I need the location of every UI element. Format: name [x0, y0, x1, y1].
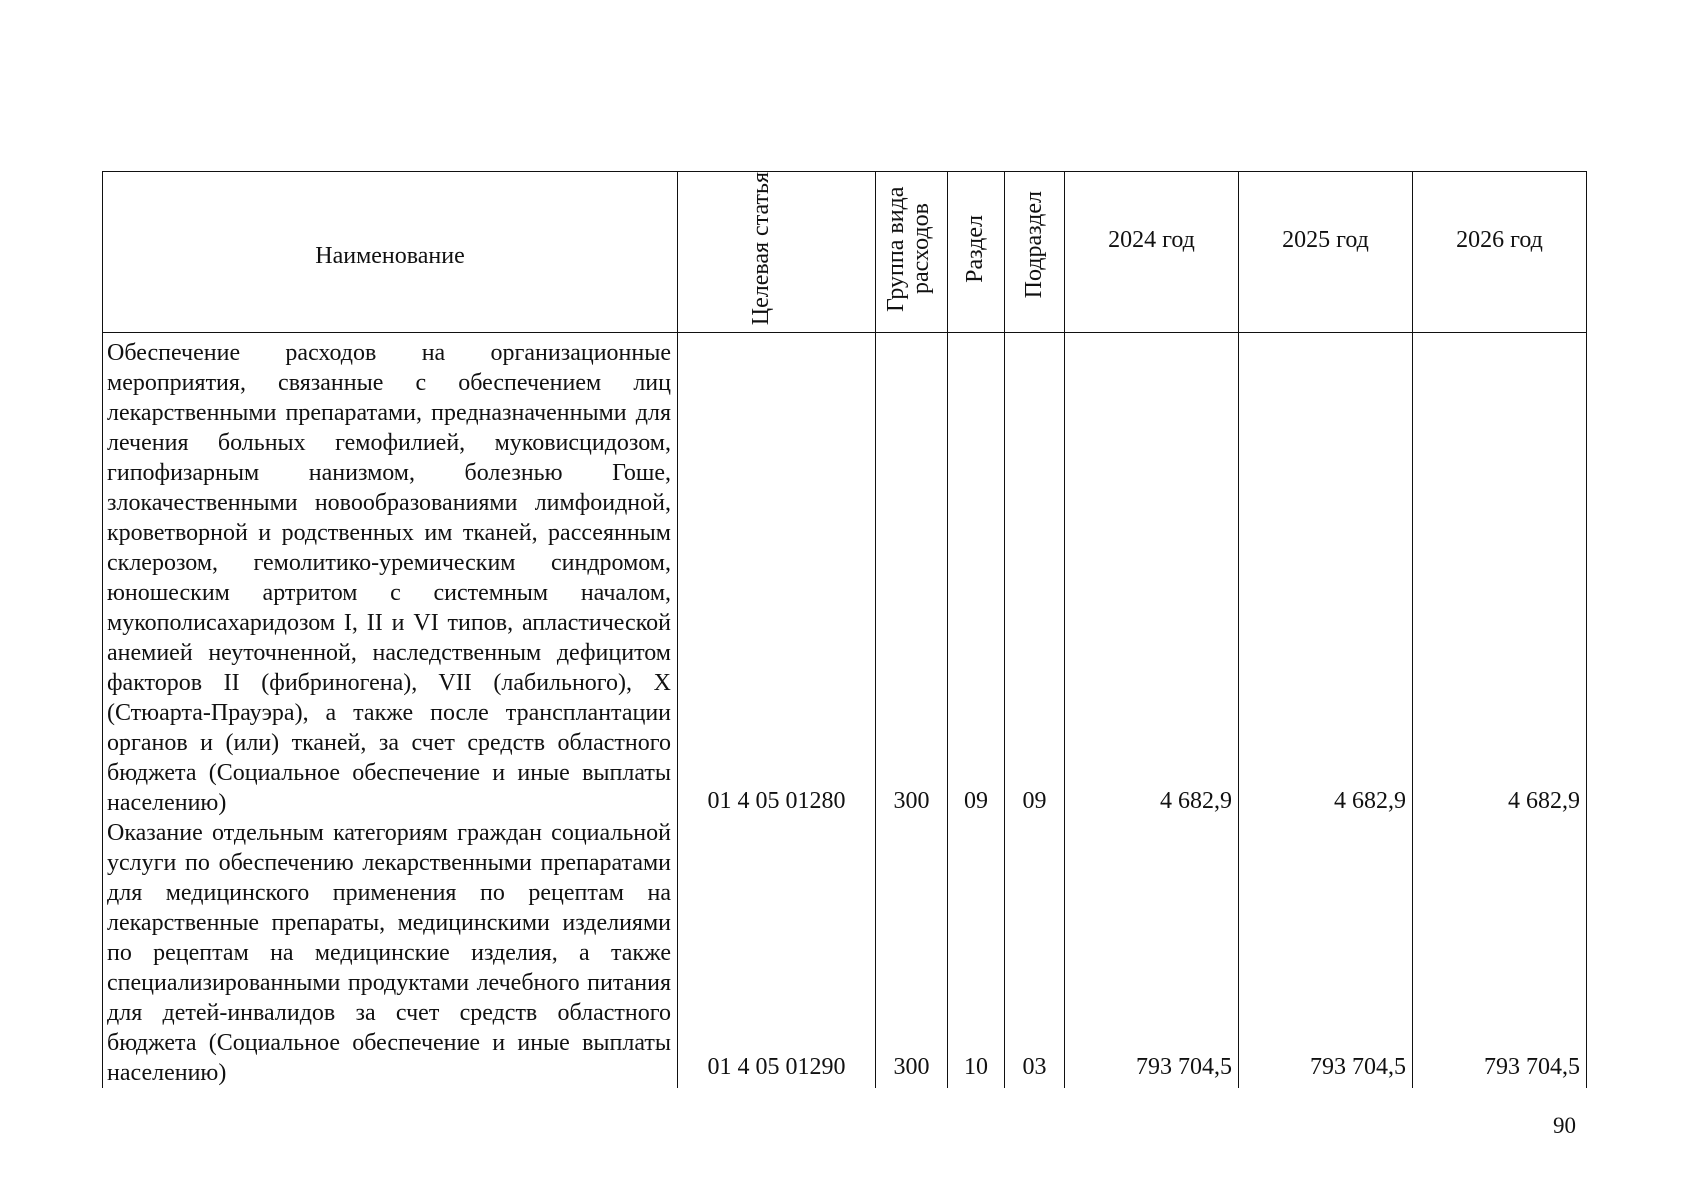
row-section-value: 10 — [964, 1054, 988, 1081]
table-row — [103, 818, 1587, 1088]
row-target-article-value: 01 4 05 01290 — [707, 1054, 846, 1081]
row-2024 — [1065, 818, 1239, 1088]
header-section-label: Раздел — [962, 215, 989, 283]
row-target-article — [678, 333, 876, 819]
row-section — [948, 333, 1005, 819]
header-section — [948, 172, 1005, 333]
row-2026-value: 793 704,5 — [1484, 1054, 1580, 1081]
page-number: 90 — [1553, 1113, 1576, 1138]
header-2026-label: 2026 год — [1456, 227, 1543, 253]
row-2024 — [1065, 333, 1239, 819]
row-section — [948, 818, 1005, 1088]
row-target-article-value: 01 4 05 01280 — [707, 788, 846, 815]
row-2024-value: 4 682,9 — [1160, 788, 1232, 815]
row-2025-value: 793 704,5 — [1310, 1054, 1406, 1081]
budget-table — [102, 171, 1587, 1088]
header-2024 — [1065, 172, 1239, 333]
row-subsection-value: 09 — [1022, 788, 1047, 815]
header-2024-label: 2024 год — [1108, 227, 1195, 253]
row-name: Оказание отдельным категориям граждан социальной услуги по обеспечению лекарственными препаратами для медицинского применения по рецептам на лекарственные препараты, медицинскими изделиями по рецептам на медицинские изделия, а также специализированными продуктами лечебного питания для детей-инвалидов за счет средств областного бюджета (Социальное обеспечение и иные выплаты населению) — [103, 818, 678, 1088]
row-2025-value: 4 682,9 — [1334, 788, 1406, 815]
row-expense-group — [876, 333, 948, 819]
table-row — [103, 333, 1587, 819]
header-subsection — [1005, 172, 1065, 333]
row-2024-value: 793 704,5 — [1136, 1054, 1232, 1081]
row-2026 — [1413, 818, 1587, 1088]
row-2025 — [1239, 818, 1413, 1088]
row-name: Обеспечение расходов на организационные мероприятия, связанные с обеспечением лиц лекарственными препаратами, предназначенными для лечения больных гемофилией, муковисцидозом, гипофизарным нанизмом, болезнью Гоше, злокачественными новообразованиями лимфоидной, кроветворной и родственных им тканей, рассеянным склерозом, гемолитико-уремическим синдромом, юношеским артритом с системным началом, мукополисахаридозом I, II и VI типов, апластической анемией неуточненной, наследственным дефицитом факторов II (фибриногена), VII (лабильного), X (Стюарта-Прауэра), а также после трансплантации органов и (или) тканей, за счет средств областного бюджета (Социальное обеспечение и иные выплаты населению) — [103, 333, 678, 819]
row-subsection — [1005, 333, 1065, 819]
header-subsection-label: Подраздел — [1020, 191, 1047, 299]
header-target-article-label: Целевая статья — [747, 172, 774, 326]
row-2026-value: 4 682,9 — [1508, 788, 1580, 815]
header-name — [103, 172, 678, 333]
row-target-article — [678, 818, 876, 1088]
row-expense-group-value: 300 — [893, 788, 930, 815]
row-expense-group — [876, 818, 948, 1088]
row-expense-group-value: 300 — [893, 1054, 930, 1081]
header-name-label: Наименование — [315, 243, 465, 269]
header-expense-group — [876, 172, 948, 333]
header-2025-label: 2025 год — [1282, 227, 1369, 253]
header-target-article — [678, 172, 876, 333]
row-section-value: 09 — [964, 788, 988, 815]
header-expense-group-label: Группа вида расходов — [882, 186, 934, 312]
row-2026 — [1413, 333, 1587, 819]
header-row — [103, 172, 1587, 333]
header-2026 — [1413, 172, 1587, 333]
row-subsection-value: 03 — [1022, 1054, 1047, 1081]
header-2025 — [1239, 172, 1413, 333]
row-2025 — [1239, 333, 1413, 819]
row-subsection — [1005, 818, 1065, 1088]
